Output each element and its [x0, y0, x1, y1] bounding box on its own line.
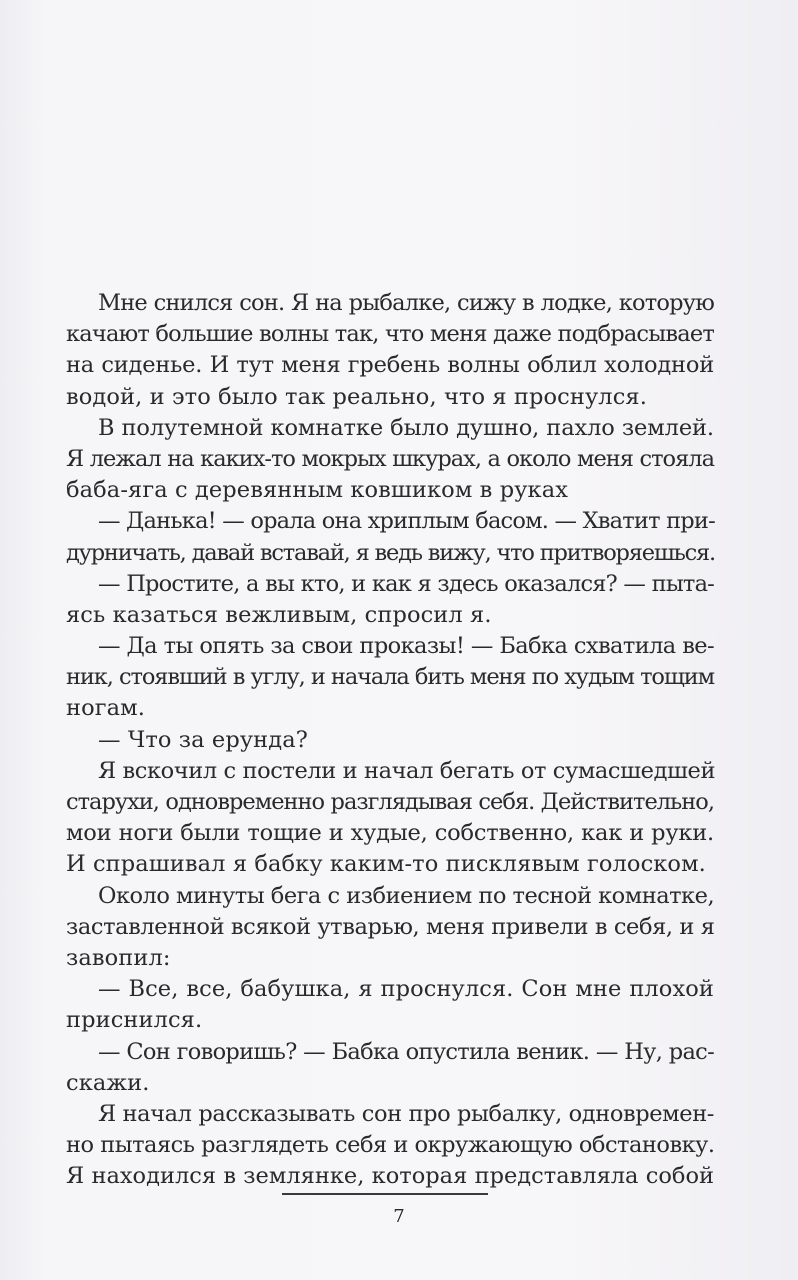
text-line: В полутемной комнатке было душно, пахло землей. — [98, 414, 714, 441]
text-line: ясь казаться вежливым, спросил я. — [66, 601, 492, 628]
text-line: Я находился в землянке, которая представляла собой — [66, 1163, 714, 1190]
text-line: старухи, одновременно разглядывая себя. Действительно, — [66, 789, 714, 815]
page-body-text — [66, 288, 714, 1192]
text-line: дурничать, давай вставай, я ведь вижу, что притворяешься. — [66, 539, 715, 566]
text-line: Я лежал на каких-то мокрых шкурах, а около меня стояла — [66, 445, 714, 472]
text-line: Около минуты бега с избиением по тесной комнатке, — [98, 882, 715, 909]
text-line: — Простите, а вы кто, и как я здесь оказался? — пыта- — [98, 570, 714, 597]
text-line: — Да ты опять за свои проказы! — Бабка схватила ве- — [98, 633, 714, 660]
text-line: ник, стоявший в углу, и начала бить меня по худым тощим — [66, 664, 714, 691]
text-line: И спрашивал я бабку каким-то писклявым голоском. — [66, 851, 706, 878]
text-line: — Все, все, бабушка, я проснулся. Сон мне плохой — [98, 976, 714, 1003]
text-line: скажи. — [66, 1069, 150, 1096]
text-line: мои ноги были тощие и худые, собственно, как и руки. — [66, 820, 714, 847]
text-line: приснился. — [66, 1007, 203, 1034]
text-line: но пытаясь разглядеть себя и окружающую обстановку. — [66, 1132, 715, 1159]
text-line: Я начал рассказывать сон про рыбалку, одновремен- — [98, 1100, 714, 1127]
text-line: заставленной всякой утварью, меня привели в себя, и я — [66, 913, 715, 940]
text-line: Мне снился сон. Я на рыбалке, сижу в лодке, которую — [98, 290, 714, 316]
text-line: — Что за ерунда? — [98, 726, 308, 753]
text-line: завопил: — [66, 944, 171, 971]
text-line: ногам. — [66, 695, 145, 722]
text-line: баба-яга с деревянным ковшиком в руках — [66, 477, 569, 504]
page-number: 7 — [393, 1206, 405, 1227]
footer-rule — [282, 1193, 488, 1195]
text-line: — Сон говоришь? — Бабка опустила веник. — Ну, рас- — [98, 1038, 714, 1065]
text-line: водой, и это было так реально, что я проснулся. — [66, 383, 647, 410]
text-line: качают большие волны так, что меня даже подбрасывает — [66, 321, 714, 348]
text-line: — Данька! — орала она хриплым басом. — Хватит при- — [98, 508, 715, 535]
text-line: на сиденье. И тут меня гребень волны облил холодной — [66, 352, 714, 379]
text-line: Я вскочил с постели и начал бегать от сумасшедшей — [98, 757, 716, 784]
